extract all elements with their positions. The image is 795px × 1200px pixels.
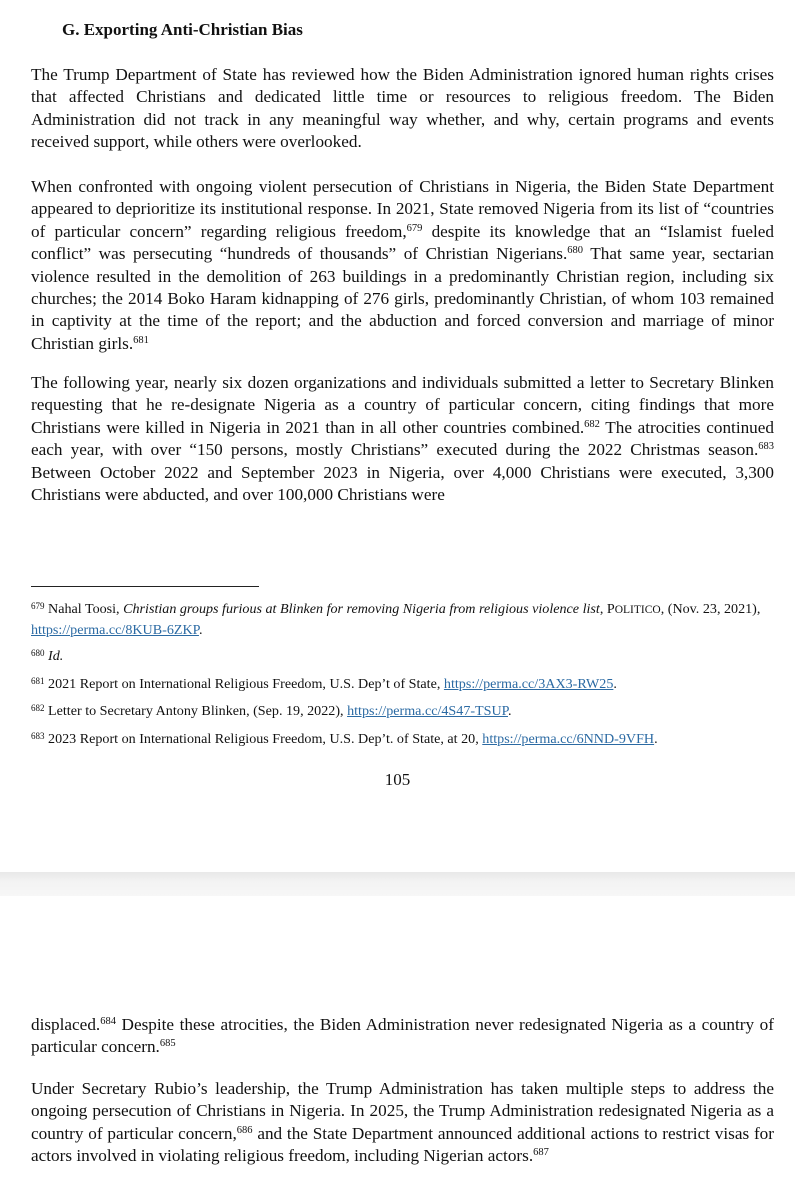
footnote-ref-681[interactable]: 681 (133, 334, 149, 346)
footnote-number: 681 (31, 676, 45, 686)
footnote-text: . (654, 731, 658, 747)
footnote-679 (31, 599, 781, 640)
footnote-divider (31, 586, 259, 587)
footnote-680 (31, 646, 781, 666)
footnote-ref-683[interactable]: 683 (758, 441, 774, 453)
text-run: displaced. (31, 1015, 101, 1034)
document-page-106 (0, 896, 795, 1200)
footnote-683 (31, 729, 781, 749)
footnote-ref-679[interactable]: 679 (406, 222, 423, 234)
footnote-text: 2021 Report on International Religious Freedom, U.S. Dep’t of State, (44, 676, 444, 692)
footnote-text: . (198, 622, 203, 638)
footnote-link[interactable]: https://perma.cc/4S47-TSUP (347, 703, 508, 719)
paragraph-rubio (31, 1078, 774, 1168)
footnote-link[interactable]: https://perma.cc/8KUB-6ZKP (31, 622, 199, 638)
paragraph-intro: The Trump Department of State has reviewed how the Biden Administration ignored human rights crises that affected Christians and dedicated little time or resources to religious freedom. The Biden Administration did not track in any meaningful way whether, and why, certain programs and events received support, while others were overlooked. (31, 65, 774, 152)
footnote-text: 2023 Report on International Religious Freedom, U.S. Dep’t. of State, at 20, (44, 731, 483, 747)
footnote-link[interactable]: https://perma.cc/3AX3-RW25 (443, 676, 614, 692)
text-run: When confronted with ongoing violent persecution of Christians in Nigeria, the Biden State Department appeared to deprioritize its institutional response. In 2021, State removed Nigeria from its list of “countries of particular concern” regarding religious freedom, (31, 177, 774, 241)
footnote-ref-682[interactable]: 682 (584, 418, 600, 430)
footnote-text: , (Nov. 23, 2021), (660, 601, 761, 617)
paragraph-displaced (31, 1014, 774, 1059)
footnote-link[interactable]: https://perma.cc/6NND-9VFH (482, 731, 655, 747)
text-run: The following year, nearly six dozen organizations and individuals submitted a letter to Secretary Blinken requesting that he re-designate Nigeria as a country of particular concern, citing findings that more Christians were killed in Nigeria in 2021 than in all other countries combined. (31, 373, 774, 437)
footnote-ref-685[interactable]: 685 (159, 1038, 176, 1050)
footnote-number: 679 (31, 601, 45, 611)
footnote-text: Nahal Toosi, (44, 601, 124, 617)
footnote-number: 682 (31, 703, 45, 713)
footnote-ref-684[interactable]: 684 (100, 1016, 116, 1027)
footnote-text: . (507, 703, 512, 719)
footnote-text: . (613, 676, 617, 692)
text-run: That same year, sectarian violence resulted in the demolition of 263 buildings in a predominantly Christian region, including six churches; the 2014 Boko Haram kidnapping of 276 girls, predominantly Christian, of whom 103 remained in captivity at the time of the report; and the abduction and forced conversion and marriage of minor Christian girls. (31, 244, 774, 353)
footnote-id: Id. (48, 648, 64, 664)
paragraph-following-year (31, 372, 774, 506)
footnote-681 (31, 674, 781, 694)
footnote-text: , P (599, 601, 615, 617)
page-separator (0, 872, 795, 896)
footnote-ref-686[interactable]: 686 (236, 1124, 253, 1136)
text-run: Between October 2022 and September 2023 in Nigeria, over 4,000 Christians were executed, 3,300 Christians were abducted, and over 100,000 Christians were (31, 462, 774, 505)
footnote-682 (31, 701, 781, 721)
page-number: 105 (384, 770, 411, 789)
paragraph-nigeria-2021 (31, 176, 774, 355)
text-run: Despite these atrocities, the Biden Administration never redesignated Nigeria as a country of particular concern. (31, 1015, 774, 1057)
footnote-publication: OLITICO (614, 604, 661, 616)
footnote-ref-680[interactable]: 680 (567, 245, 584, 257)
footnote-number: 683 (31, 731, 45, 741)
text-run: Under Secretary Rubio’s leadership, the Trump Administration has taken multiple steps to address the ongoing persecution of Christians in Nigeria. In 2025, the Trump Administration redesignated Nigeria as a country of particular concern, (31, 1079, 774, 1143)
text-run: The atrocities continued each year, with over “150 persons, mostly Christians” executed during the 2022 Christmas season. (31, 417, 774, 460)
footnote-article-title: Christian groups furious at Blinken for removing Nigeria from religious violence list (123, 601, 600, 617)
text-run: despite its knowledge that an “Islamist fueled conflict” was persecuting “hundreds of thousands” of Christian Nigerians. (31, 221, 774, 264)
footnote-text: Letter to Secretary Antony Blinken, (Sep. 19, 2022), (44, 703, 348, 719)
section-heading: G. Exporting Anti-Christian Bias (62, 20, 303, 39)
footnote-ref-687[interactable]: 687 (533, 1147, 549, 1159)
footnote-number: 680 (31, 648, 45, 658)
text-run: and the State Department announced additional actions to restrict visas for actors involved in violating religious freedom, including Nigerian actors. (31, 1123, 774, 1166)
